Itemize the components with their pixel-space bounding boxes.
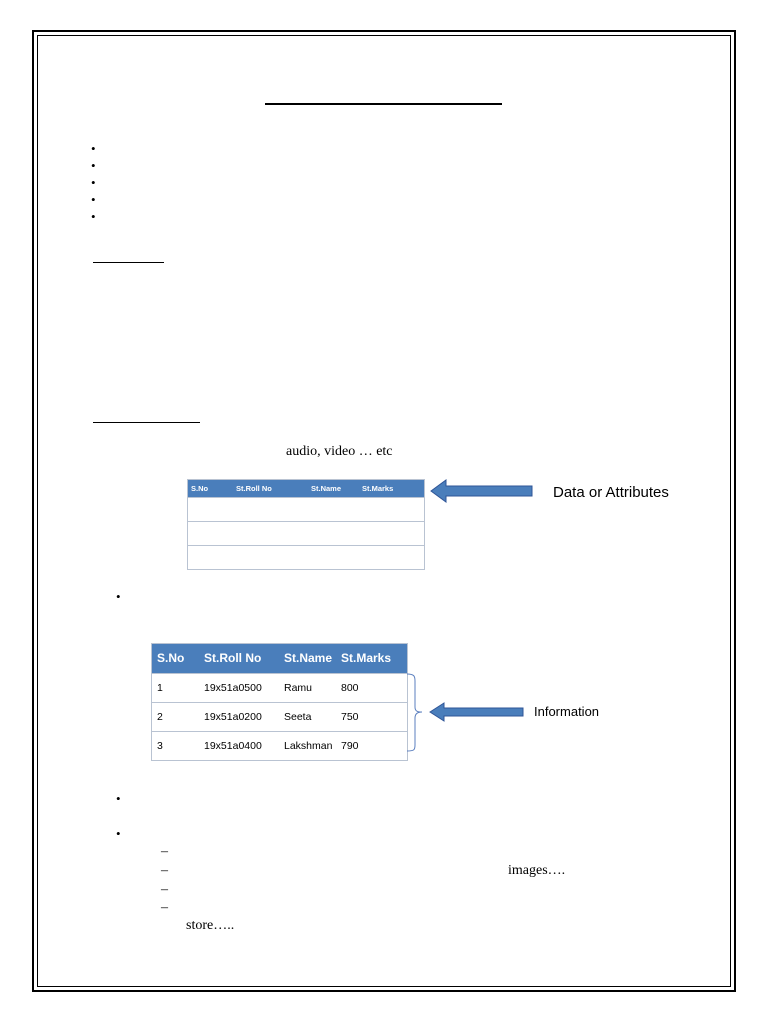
bullet-marker: • bbox=[116, 826, 121, 841]
bullet-marker: • bbox=[91, 175, 96, 190]
dash-marker: – bbox=[161, 882, 168, 897]
title-underline bbox=[265, 103, 502, 105]
dash-marker: – bbox=[161, 863, 168, 878]
dash-marker: – bbox=[161, 900, 168, 915]
intro-text: audio, video … etc bbox=[286, 444, 393, 459]
header-cell: St.Marks bbox=[341, 651, 392, 665]
section-heading-underline bbox=[93, 422, 200, 423]
table-cell: 2 bbox=[157, 711, 163, 723]
header-cell: St.Roll No bbox=[236, 484, 272, 493]
header-cell: S.No bbox=[157, 651, 185, 665]
dash-marker: – bbox=[161, 844, 168, 859]
information-table-header bbox=[152, 644, 407, 673]
table-row bbox=[152, 673, 407, 702]
bullet-marker: • bbox=[91, 158, 96, 173]
information-table bbox=[151, 643, 408, 761]
left-arrow-icon bbox=[430, 479, 534, 503]
table-cell: Ramu bbox=[284, 682, 313, 694]
table-cell: 19x51a0400 bbox=[204, 740, 262, 752]
table-cell: 19x51a0200 bbox=[204, 711, 262, 723]
table-cell: Seeta bbox=[284, 711, 312, 723]
header-cell: St.Roll No bbox=[204, 651, 262, 665]
header-cell: St.Marks bbox=[362, 484, 394, 493]
table-cell: 790 bbox=[341, 740, 359, 752]
table-cell: 750 bbox=[341, 711, 359, 723]
header-cell: St.Name bbox=[311, 484, 342, 493]
table-cell: Lakshman bbox=[284, 740, 333, 752]
table-row bbox=[188, 545, 424, 569]
attributes-table bbox=[187, 479, 425, 570]
table-cell: 3 bbox=[157, 740, 163, 752]
table-cell: 1 bbox=[157, 682, 163, 694]
left-arrow-icon bbox=[429, 702, 525, 722]
table-row bbox=[152, 731, 407, 760]
bullet-marker: • bbox=[116, 791, 121, 806]
bullet-marker: • bbox=[116, 589, 121, 604]
store-text: store….. bbox=[186, 918, 235, 933]
table-row bbox=[188, 521, 424, 545]
bullet-marker: • bbox=[91, 141, 96, 156]
table-row bbox=[188, 497, 424, 521]
bullet-marker: • bbox=[91, 192, 96, 207]
table-cell: 800 bbox=[341, 682, 359, 694]
attributes-table-header bbox=[188, 480, 424, 497]
bullet-marker: • bbox=[91, 209, 96, 224]
header-cell: St.Name bbox=[284, 651, 333, 665]
attributes-label: Data or Attributes bbox=[553, 484, 669, 501]
section-heading-underline bbox=[93, 262, 164, 263]
header-cell: S.No bbox=[191, 484, 209, 493]
images-text: images…. bbox=[508, 863, 566, 878]
information-label: Information bbox=[534, 704, 600, 719]
table-row bbox=[152, 702, 407, 731]
table-cell: 19x51a0500 bbox=[204, 682, 262, 694]
